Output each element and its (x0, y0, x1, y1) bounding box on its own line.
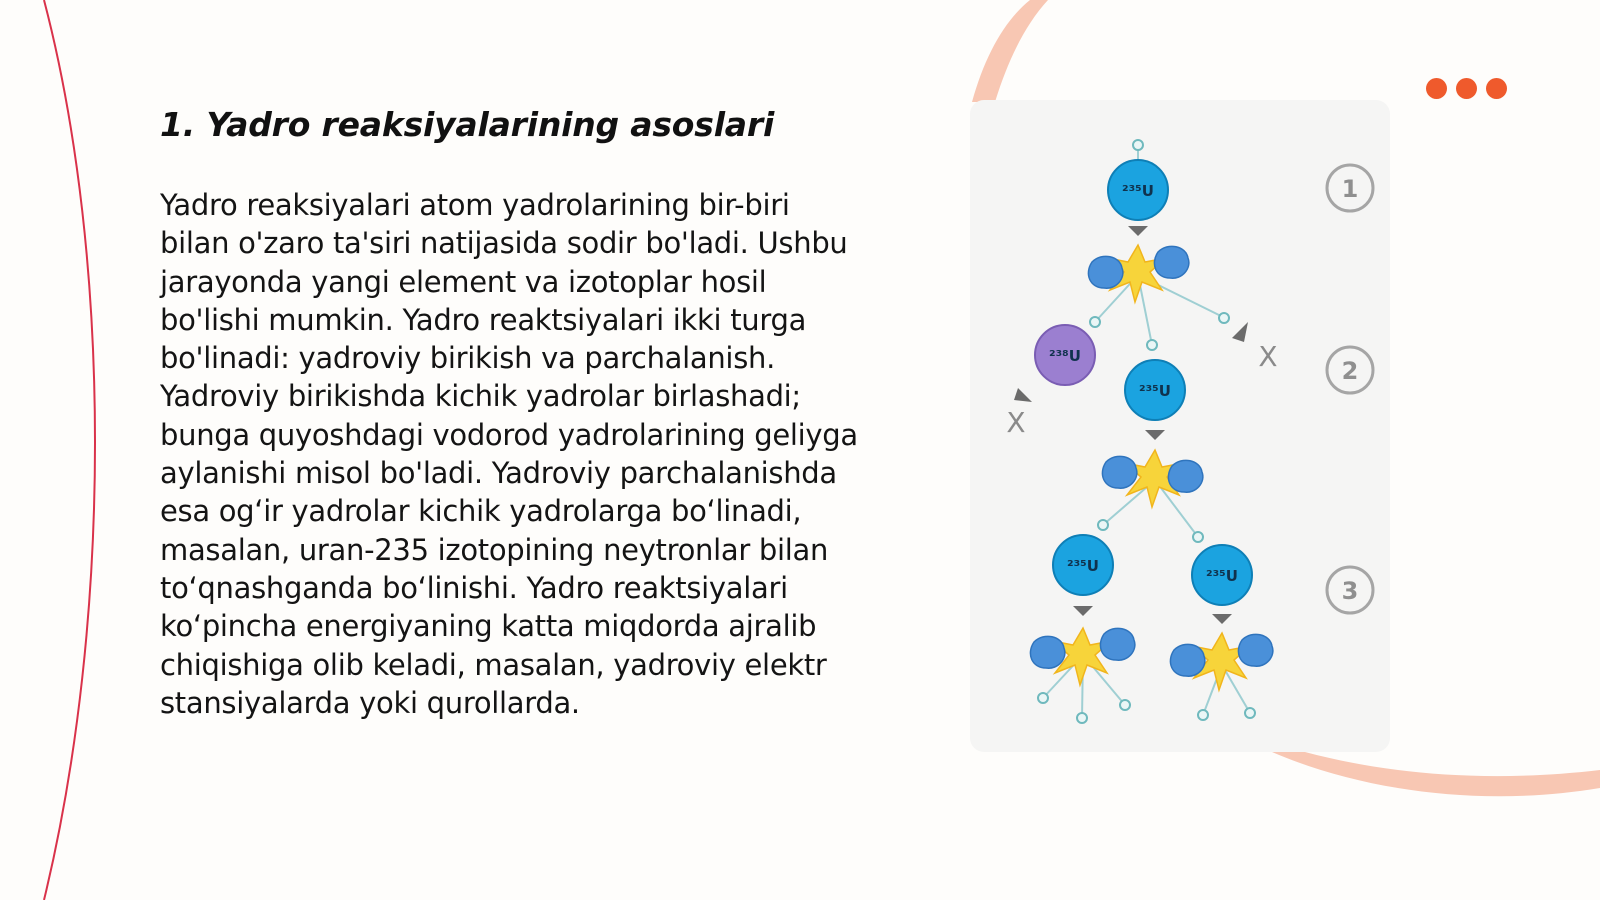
step-label-1: 1 (1341, 175, 1359, 203)
neutron (1219, 313, 1229, 323)
arrow-diagonal-icon (1014, 388, 1032, 402)
dot-3 (1486, 78, 1507, 99)
arrow-down-icon (1128, 226, 1148, 236)
bottom-arc-shape (1272, 752, 1600, 796)
x-mark: X (1258, 340, 1278, 373)
step-labels (1342, 175, 1359, 605)
fragment (1088, 256, 1122, 288)
nucleus-label: ²³⁸U (1049, 347, 1081, 365)
top-arc-shape (972, 0, 1048, 102)
nucleus-label: ²³⁵U (1122, 182, 1154, 200)
arrow-down-icon (1145, 430, 1165, 440)
arrow-diagonal-icon (1232, 322, 1248, 342)
fragment (1168, 460, 1202, 492)
neutron (1077, 713, 1087, 723)
neutron (1245, 708, 1255, 718)
decorative-dots (1426, 78, 1507, 99)
chain-reaction-diagram (970, 100, 1390, 752)
nucleus-label: ²³⁵U (1067, 557, 1099, 575)
nucleus-labels (1049, 182, 1238, 585)
step-label-2: 2 (1341, 357, 1359, 385)
dot-1 (1426, 78, 1447, 99)
arrow-down-icon (1073, 606, 1093, 616)
neutron (1090, 317, 1100, 327)
fragment (1030, 636, 1064, 668)
fragment (1154, 246, 1188, 278)
arrow-down-icon (1212, 614, 1232, 624)
step-label-3: 3 (1341, 577, 1359, 605)
fission-flashes (1053, 245, 1250, 690)
neutron (1038, 693, 1048, 703)
slide-title: 1. Yadro reaksiyalarining asoslari (160, 105, 775, 144)
neutron (1098, 520, 1108, 530)
fragment (1170, 644, 1204, 676)
dot-2 (1456, 78, 1477, 99)
nucleus-label: ²³⁵U (1139, 382, 1171, 400)
neutron (1198, 710, 1208, 720)
x-mark: X (1006, 406, 1026, 439)
neutron (1133, 140, 1143, 150)
slide-body-text: Yadro reaksiyalari atom yadrolarining bir-biri bilan o'zaro ta'siri natijasida sodir bo'ladi. Ushbu jarayonda yangi element va izotoplar hosil bo'lishi mumkin. Yadro reaktsiyalari ikki turga bo'linadi: yadroviy birikish va parchalanish. Yadroviy birikishda kichik yadrolar birlashadi; bunga quyoshdagi vodorod yadrolarining geliyga aylanishi misol bo'ladi. Yadroviy parchalanishda esa og‘ir yadrolar kichik yadrolarga bo‘linadi, masalan, uran-235 izotopining neytronlar bilan to‘qnashganda bo‘linishi. Yadro reaktsiyalari ko‘pincha energiyaning katta miqdorda ajralib chiqishiga olib keladi, masalan, yadroviy elektr stansiyalarda yoki qurollarda. (160, 188, 858, 720)
neutron (1120, 700, 1130, 710)
nucleus-label: ²³⁵U (1206, 567, 1238, 585)
fragment (1102, 456, 1136, 488)
neutron (1193, 532, 1203, 542)
step-markers (1327, 165, 1373, 613)
fragment (1100, 628, 1134, 660)
fragment (1238, 634, 1272, 666)
neutron (1147, 340, 1157, 350)
left-curve-line (44, 0, 95, 900)
